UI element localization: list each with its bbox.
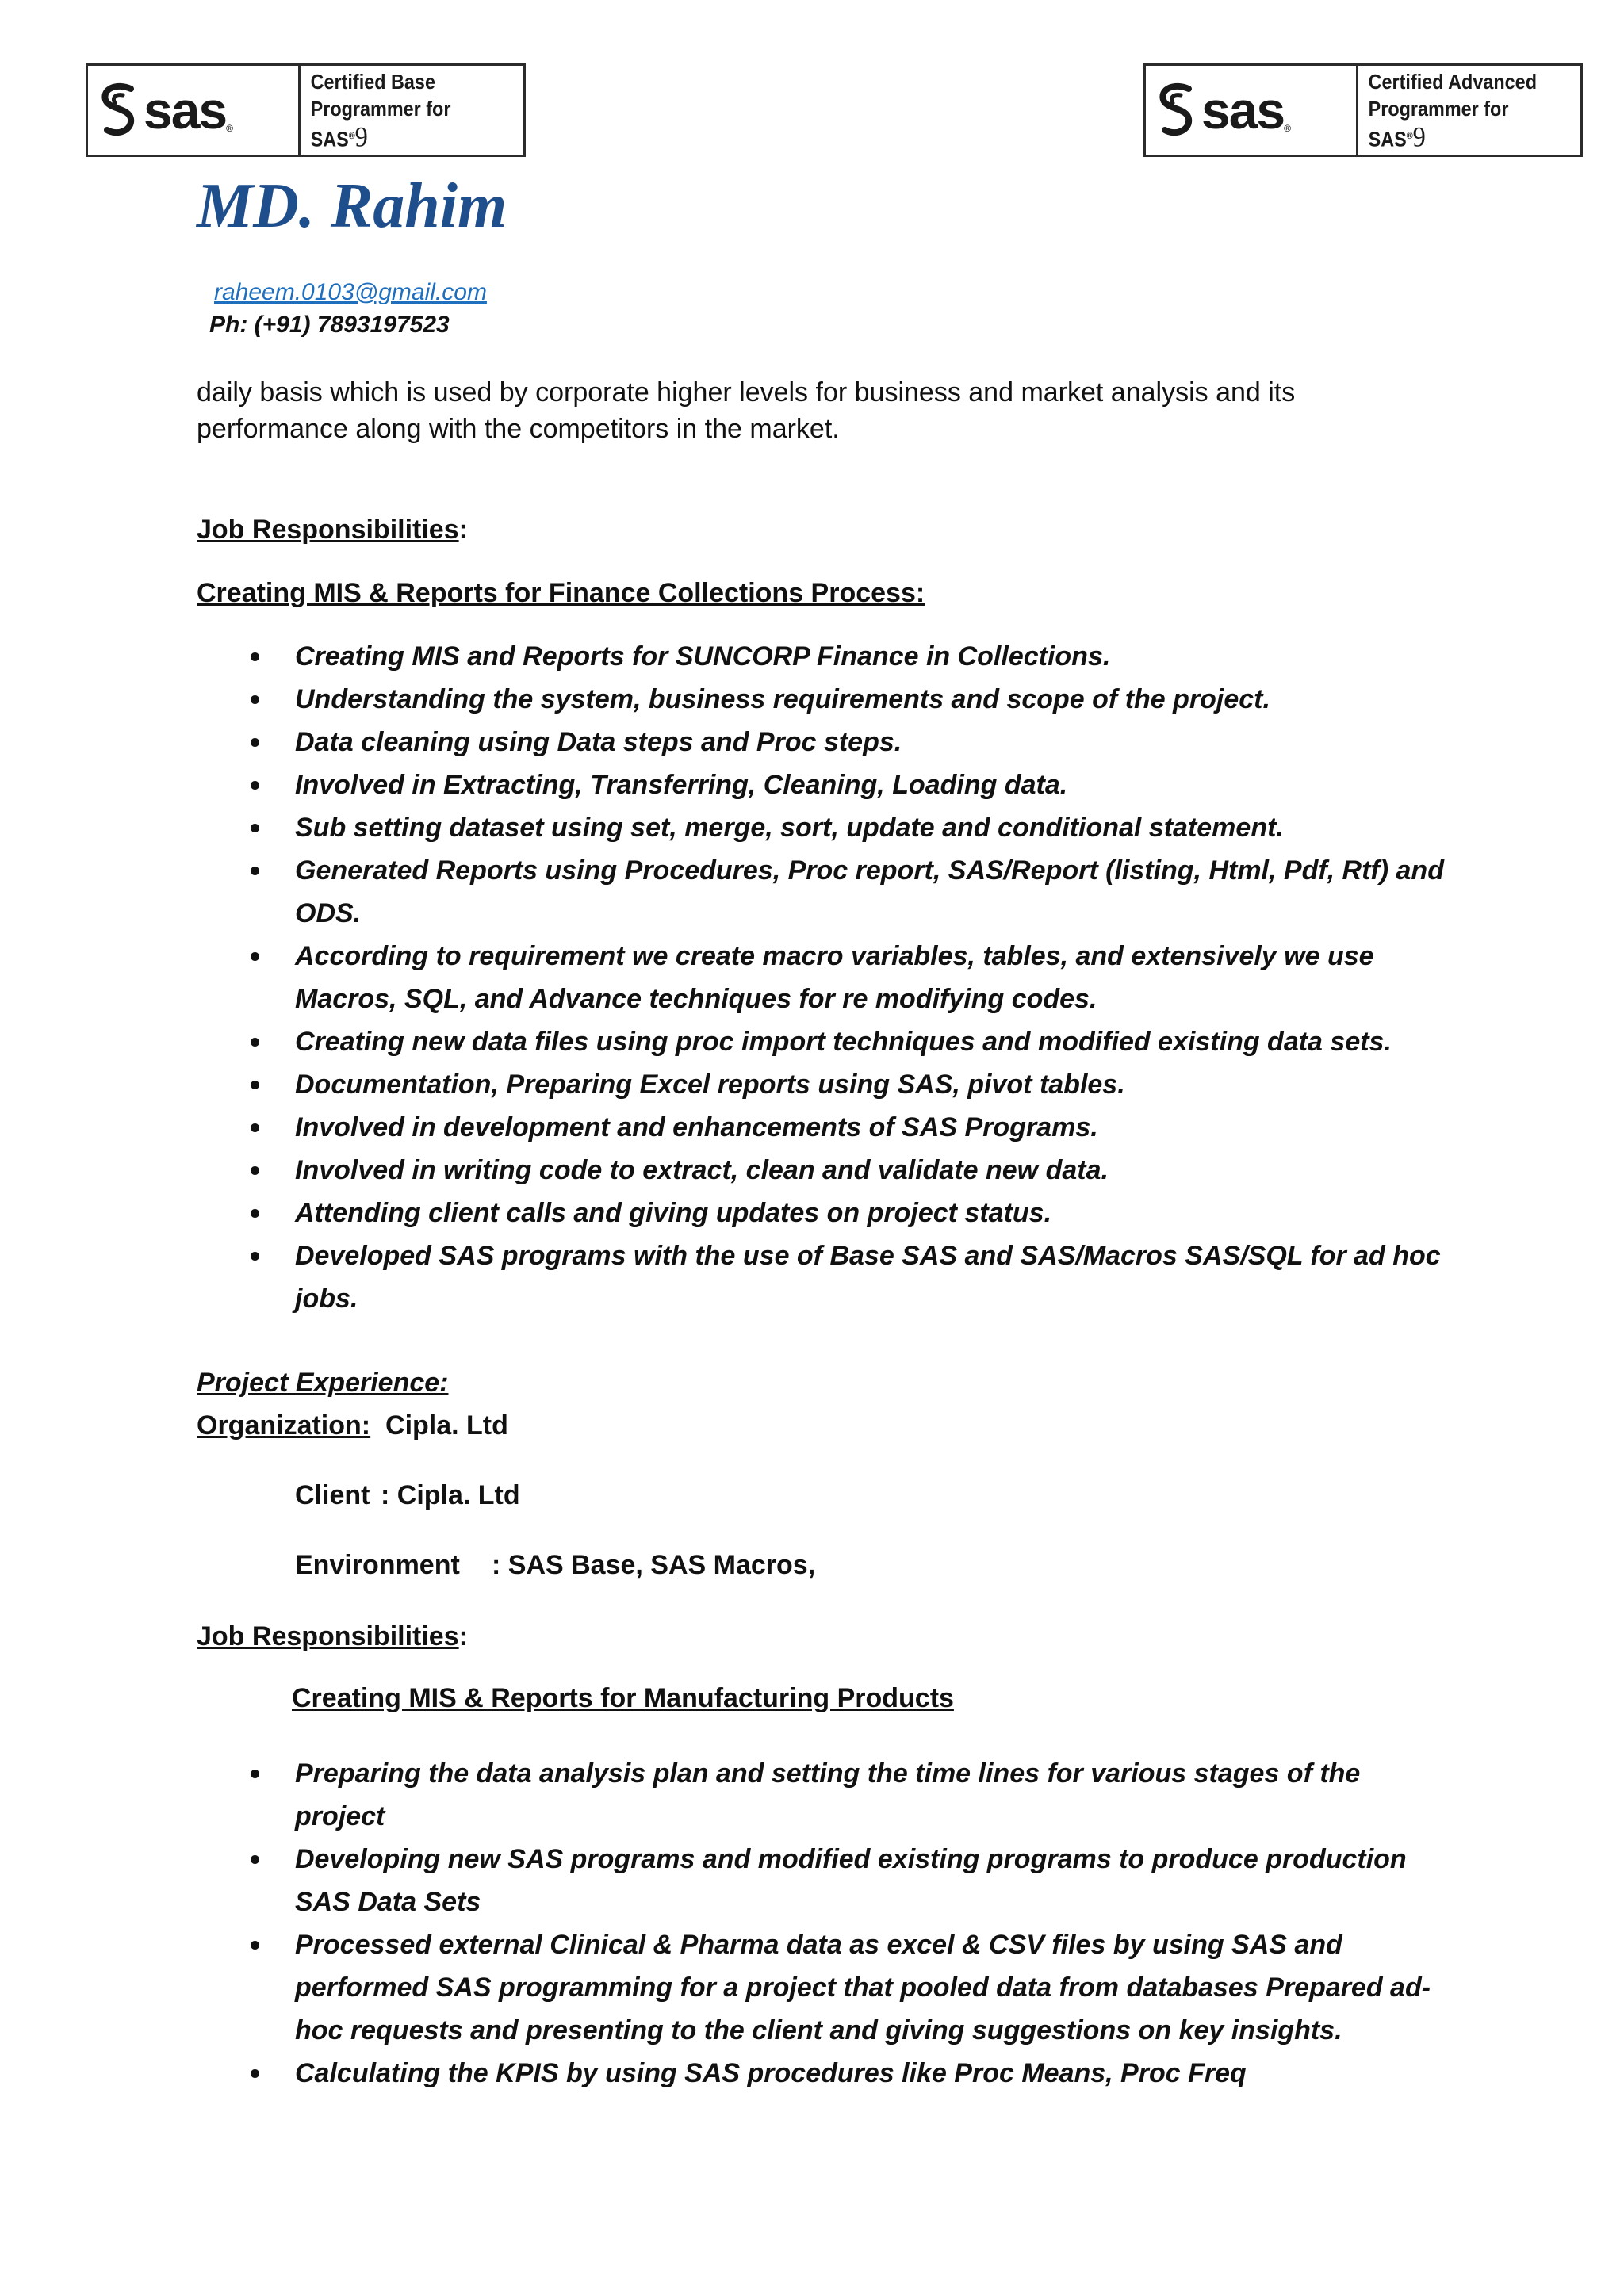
manufacturing-subheading: Creating MIS & Reports for Manufacturing Products <box>292 1683 954 1713</box>
sas-advanced-certification-badge <box>1143 63 1583 157</box>
project-experience-heading: Project Experience: <box>197 1368 449 1398</box>
client-line: Client : Cipla. Ltd <box>295 1480 520 1510</box>
finance-collections-subheading: Creating MIS & Reports for Finance Collections Process: <box>197 578 925 608</box>
sas-base-certification-badge <box>86 63 526 157</box>
sas-logo-text: sas <box>144 81 227 140</box>
candidate-name: MD. Rahim <box>197 171 508 241</box>
sas-logo-text: sas <box>1201 81 1285 140</box>
list-item: Calculating the KPIS by using SAS procedures like Proc Means, Proc Freq <box>0 2052 1445 2095</box>
list-item: Data cleaning using Data steps and Proc steps. <box>0 721 1445 763</box>
list-item: Attending client calls and giving updates on project status. <box>0 1192 1445 1234</box>
list-item: Generated Reports using Procedures, Proc report, SAS/Report (listing, Html, Pdf, Rtf) and ODS. <box>0 849 1445 935</box>
list-item: According to requirement we create macro variables, tables, and extensively we use Macros, SQL, and Advance techniques for re modifying codes. <box>0 935 1445 1020</box>
list-item: Understanding the system, business requirements and scope of the project. <box>0 678 1445 721</box>
list-item: Sub setting dataset using set, merge, sort, update and conditional statement. <box>0 806 1445 849</box>
list-item: Involved in development and enhancements of SAS Programs. <box>0 1106 1445 1149</box>
list-item: Developing new SAS programs and modified existing programs to produce production SAS Data Sets <box>0 1838 1445 1923</box>
certification-text: Certified Base Programmer for SAS®9 <box>310 69 451 153</box>
environment-line: Environment : SAS Base, SAS Macros, <box>295 1550 816 1580</box>
list-item: Creating MIS and Reports for SUNCORP Finance in Collections. <box>0 635 1445 678</box>
intro-paragraph: daily basis which is used by corporate higher levels for business and market analysis and its performance along with the competitors in the market. <box>197 377 1296 444</box>
job-responsibilities-heading: Job Responsibilities: <box>197 515 468 545</box>
list-item: Processed external Clinical & Pharma data as excel & CSV files by using SAS and performed SAS programming for a project that pooled data from databases Prepared ad-hoc requests and presenting to the client and giving suggestions on key insights. <box>0 1923 1445 2052</box>
list-item: Documentation, Preparing Excel reports using SAS, pivot tables. <box>0 1063 1445 1106</box>
sas-logo: sas ® <box>1146 66 1358 155</box>
list-item: Involved in writing code to extract, clean and validate new data. <box>0 1149 1445 1192</box>
email-link[interactable]: raheem.0103@gmail.com <box>214 279 487 305</box>
phone-number: Ph: (+91) 7893197523 <box>209 312 450 338</box>
sas-swirl-icon <box>99 82 140 138</box>
list-item: Preparing the data analysis plan and setting the time lines for various stages of the project <box>0 1752 1445 1838</box>
list-item: Involved in Extracting, Transferring, Cleaning, Loading data. <box>0 763 1445 806</box>
list-item: Developed SAS programs with the use of Base SAS and SAS/Macros SAS/SQL for ad hoc jobs. <box>0 1234 1445 1320</box>
list-item: Creating new data files using proc import techniques and modified existing data sets. <box>0 1020 1445 1063</box>
manufacturing-responsibilities-list <box>0 1752 1445 2095</box>
job-responsibilities-heading-2: Job Responsibilities: <box>197 1621 468 1651</box>
certification-text: Certified Advanced Programmer for SAS®9 <box>1368 69 1537 153</box>
sas-swirl-icon <box>1157 82 1198 138</box>
sas-logo: sas ® <box>88 66 301 155</box>
organization-line: Organization: Cipla. Ltd <box>197 1410 508 1441</box>
finance-responsibilities-list <box>0 635 1445 1320</box>
